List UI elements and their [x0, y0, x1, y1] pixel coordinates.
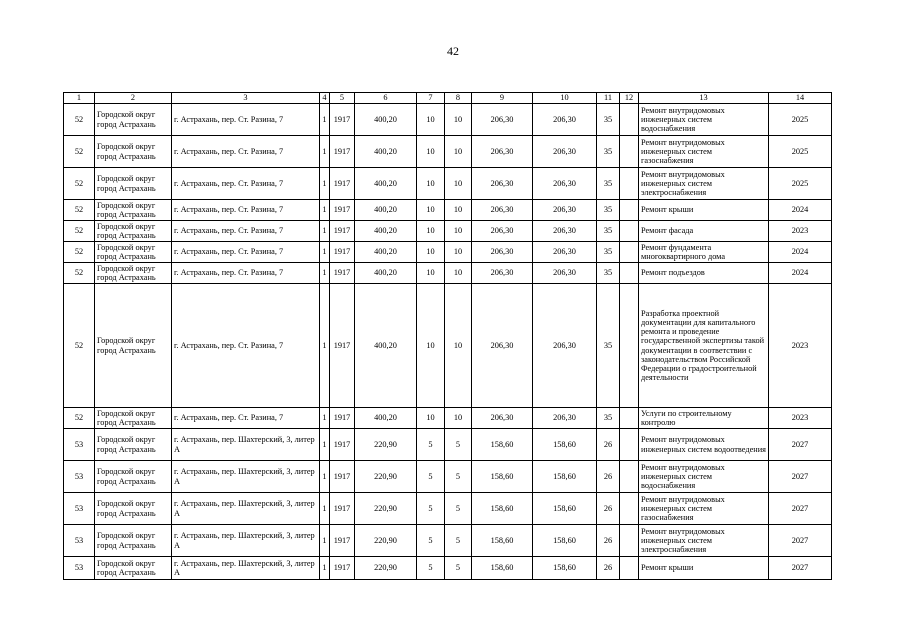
- area-residential-cell: 206,30: [472, 168, 533, 200]
- residents-cell: 26: [597, 525, 620, 557]
- area-cell: 220,90: [355, 461, 417, 493]
- municipality-cell: Городской округ город Астрахань: [95, 284, 172, 408]
- table-row: [64, 104, 832, 136]
- column-number-7: 7: [417, 93, 445, 104]
- residents-cell: 35: [597, 242, 620, 263]
- area-cell: 400,20: [355, 200, 417, 221]
- col-12-cell: [620, 429, 639, 461]
- work-type-cell: Ремонт внутридомовых инженерных систем газоснабжения: [639, 493, 769, 525]
- area-residential-cell: 158,60: [472, 557, 533, 580]
- floors-cell: 1: [320, 493, 330, 525]
- apartments-total-cell: 10: [417, 200, 445, 221]
- column-number-6: 6: [355, 93, 417, 104]
- residents-cell: 26: [597, 461, 620, 493]
- table-row: [64, 263, 832, 284]
- year-cell: 2025: [769, 104, 832, 136]
- area-cell: 400,20: [355, 263, 417, 284]
- area-cell: 400,20: [355, 104, 417, 136]
- year-cell: 2024: [769, 263, 832, 284]
- address-cell: г. Астрахань, пер. Ст. Разина, 7: [172, 168, 320, 200]
- address-cell: г. Астрахань, пер. Ст. Разина, 7: [172, 408, 320, 429]
- column-number-1: 1: [64, 93, 95, 104]
- floors-cell: 1: [320, 242, 330, 263]
- table-row: [64, 408, 832, 429]
- repair-schedule-table: [63, 92, 832, 580]
- apartments-total-cell: 5: [417, 557, 445, 580]
- build-year-cell: 1917: [330, 136, 355, 168]
- row-number-cell: 52: [64, 104, 95, 136]
- table-row: [64, 493, 832, 525]
- table-row: [64, 200, 832, 221]
- table-row: [64, 429, 832, 461]
- table-row: [64, 221, 832, 242]
- apartments-residential-cell: 5: [445, 557, 472, 580]
- year-cell: 2024: [769, 242, 832, 263]
- area-cell: 400,20: [355, 242, 417, 263]
- column-number-4: 4: [320, 93, 330, 104]
- build-year-cell: 1917: [330, 263, 355, 284]
- row-number-cell: 52: [64, 200, 95, 221]
- apartments-total-cell: 10: [417, 104, 445, 136]
- area-residential-cell: 158,60: [472, 493, 533, 525]
- address-cell: г. Астрахань, пер. Ст. Разина, 7: [172, 221, 320, 242]
- area-apartments-cell: 206,30: [533, 263, 597, 284]
- area-apartments-cell: 206,30: [533, 136, 597, 168]
- area-apartments-cell: 206,30: [533, 284, 597, 408]
- year-cell: 2027: [769, 429, 832, 461]
- municipality-cell: Городской округ город Астрахань: [95, 408, 172, 429]
- address-cell: г. Астрахань, пер. Шахтерский, 3, литер А: [172, 493, 320, 525]
- col-12-cell: [620, 557, 639, 580]
- area-cell: 400,20: [355, 284, 417, 408]
- apartments-total-cell: 10: [417, 168, 445, 200]
- area-residential-cell: 206,30: [472, 284, 533, 408]
- floors-cell: 1: [320, 284, 330, 408]
- municipality-cell: Городской округ город Астрахань: [95, 525, 172, 557]
- apartments-residential-cell: 10: [445, 242, 472, 263]
- table-row: [64, 557, 832, 580]
- build-year-cell: 1917: [330, 168, 355, 200]
- col-12-cell: [620, 242, 639, 263]
- area-apartments-cell: 158,60: [533, 461, 597, 493]
- area-residential-cell: 206,30: [472, 408, 533, 429]
- area-apartments-cell: 206,30: [533, 221, 597, 242]
- column-number-2: 2: [95, 93, 172, 104]
- build-year-cell: 1917: [330, 200, 355, 221]
- area-apartments-cell: 206,30: [533, 200, 597, 221]
- apartments-total-cell: 10: [417, 242, 445, 263]
- apartments-residential-cell: 5: [445, 429, 472, 461]
- floors-cell: 1: [320, 525, 330, 557]
- municipality-cell: Городской округ город Астрахань: [95, 221, 172, 242]
- area-residential-cell: 206,30: [472, 263, 533, 284]
- table-row: [64, 525, 832, 557]
- municipality-cell: Городской округ город Астрахань: [95, 263, 172, 284]
- residents-cell: 35: [597, 168, 620, 200]
- col-12-cell: [620, 461, 639, 493]
- row-number-cell: 52: [64, 221, 95, 242]
- table-row: [64, 284, 832, 408]
- area-cell: 400,20: [355, 136, 417, 168]
- table-row: [64, 242, 832, 263]
- work-type-cell: Ремонт внутридомовых инженерных систем электроснабжения: [639, 168, 769, 200]
- area-apartments-cell: 206,30: [533, 408, 597, 429]
- floors-cell: 1: [320, 136, 330, 168]
- address-cell: г. Астрахань, пер. Ст. Разина, 7: [172, 200, 320, 221]
- year-cell: 2023: [769, 221, 832, 242]
- page-number: 42: [447, 44, 459, 58]
- municipality-cell: Городской округ город Астрахань: [95, 104, 172, 136]
- floors-cell: 1: [320, 408, 330, 429]
- row-number-cell: 52: [64, 263, 95, 284]
- row-number-cell: 52: [64, 408, 95, 429]
- col-12-cell: [620, 263, 639, 284]
- row-number-cell: 52: [64, 168, 95, 200]
- area-residential-cell: 206,30: [472, 136, 533, 168]
- build-year-cell: 1917: [330, 525, 355, 557]
- column-number-11: 11: [597, 93, 620, 104]
- area-apartments-cell: 158,60: [533, 493, 597, 525]
- work-type-cell: Ремонт крыши: [639, 557, 769, 580]
- col-12-cell: [620, 168, 639, 200]
- row-number-cell: 53: [64, 525, 95, 557]
- work-type-cell: Ремонт внутридомовых инженерных систем водоотведения: [639, 429, 769, 461]
- column-number-13: 13: [639, 93, 769, 104]
- apartments-total-cell: 10: [417, 221, 445, 242]
- apartments-total-cell: 10: [417, 263, 445, 284]
- apartments-residential-cell: 10: [445, 284, 472, 408]
- municipality-cell: Городской округ город Астрахань: [95, 493, 172, 525]
- area-residential-cell: 158,60: [472, 429, 533, 461]
- work-type-cell: Услуги по строительному контролю: [639, 408, 769, 429]
- area-apartments-cell: 158,60: [533, 429, 597, 461]
- row-number-cell: 53: [64, 429, 95, 461]
- apartments-residential-cell: 5: [445, 461, 472, 493]
- floors-cell: 1: [320, 557, 330, 580]
- municipality-cell: Городской округ город Астрахань: [95, 461, 172, 493]
- apartments-total-cell: 10: [417, 136, 445, 168]
- row-number-cell: 52: [64, 284, 95, 408]
- build-year-cell: 1917: [330, 557, 355, 580]
- apartments-total-cell: 5: [417, 461, 445, 493]
- municipality-cell: Городской округ город Астрахань: [95, 168, 172, 200]
- build-year-cell: 1917: [330, 284, 355, 408]
- residents-cell: 35: [597, 221, 620, 242]
- address-cell: г. Астрахань, пер. Шахтерский, 3, литер А: [172, 429, 320, 461]
- col-12-cell: [620, 200, 639, 221]
- build-year-cell: 1917: [330, 221, 355, 242]
- work-type-cell: Ремонт фасада: [639, 221, 769, 242]
- work-type-cell: Ремонт внутридомовых инженерных систем водоснабжения: [639, 104, 769, 136]
- build-year-cell: 1917: [330, 104, 355, 136]
- table-row: [64, 168, 832, 200]
- work-type-cell: Ремонт внутридомовых инженерных систем электроснабжения: [639, 525, 769, 557]
- area-residential-cell: 158,60: [472, 525, 533, 557]
- residents-cell: 35: [597, 263, 620, 284]
- column-number-9: 9: [472, 93, 533, 104]
- row-number-cell: 53: [64, 557, 95, 580]
- area-cell: 220,90: [355, 557, 417, 580]
- row-number-cell: 52: [64, 242, 95, 263]
- work-type-cell: Разработка проектной документации для капитального ремонта и проведение государственной экспертизы такой документации в соответствии с законодательством Российской Федерации о градостроительной деятельности: [639, 284, 769, 408]
- work-type-cell: Ремонт внутридомовых инженерных систем водоснабжения: [639, 461, 769, 493]
- work-type-cell: Ремонт крыши: [639, 200, 769, 221]
- floors-cell: 1: [320, 263, 330, 284]
- municipality-cell: Городской округ город Астрахань: [95, 136, 172, 168]
- build-year-cell: 1917: [330, 408, 355, 429]
- apartments-residential-cell: 5: [445, 525, 472, 557]
- year-cell: 2027: [769, 461, 832, 493]
- apartments-residential-cell: 10: [445, 104, 472, 136]
- area-residential-cell: 206,30: [472, 242, 533, 263]
- residents-cell: 35: [597, 284, 620, 408]
- address-cell: г. Астрахань, пер. Шахтерский, 3, литер А: [172, 557, 320, 580]
- apartments-residential-cell: 10: [445, 221, 472, 242]
- build-year-cell: 1917: [330, 429, 355, 461]
- address-cell: г. Астрахань, пер. Шахтерский, 3, литер А: [172, 461, 320, 493]
- address-cell: г. Астрахань, пер. Ст. Разина, 7: [172, 136, 320, 168]
- residents-cell: 35: [597, 200, 620, 221]
- apartments-residential-cell: 5: [445, 493, 472, 525]
- apartments-residential-cell: 10: [445, 408, 472, 429]
- col-12-cell: [620, 136, 639, 168]
- year-cell: 2027: [769, 557, 832, 580]
- apartments-total-cell: 10: [417, 408, 445, 429]
- municipality-cell: Городской округ город Астрахань: [95, 200, 172, 221]
- area-residential-cell: 206,30: [472, 221, 533, 242]
- column-number-8: 8: [445, 93, 472, 104]
- col-12-cell: [620, 525, 639, 557]
- address-cell: г. Астрахань, пер. Ст. Разина, 7: [172, 242, 320, 263]
- area-apartments-cell: 206,30: [533, 242, 597, 263]
- address-cell: г. Астрахань, пер. Ст. Разина, 7: [172, 263, 320, 284]
- build-year-cell: 1917: [330, 493, 355, 525]
- area-apartments-cell: 206,30: [533, 168, 597, 200]
- build-year-cell: 1917: [330, 242, 355, 263]
- year-cell: 2023: [769, 408, 832, 429]
- residents-cell: 26: [597, 557, 620, 580]
- municipality-cell: Городской округ город Астрахань: [95, 557, 172, 580]
- residents-cell: 35: [597, 104, 620, 136]
- area-apartments-cell: 158,60: [533, 525, 597, 557]
- year-cell: 2027: [769, 525, 832, 557]
- municipality-cell: Городской округ город Астрахань: [95, 429, 172, 461]
- area-residential-cell: 206,30: [472, 104, 533, 136]
- row-number-cell: 53: [64, 493, 95, 525]
- apartments-residential-cell: 10: [445, 168, 472, 200]
- area-cell: 220,90: [355, 493, 417, 525]
- build-year-cell: 1917: [330, 461, 355, 493]
- year-cell: 2025: [769, 168, 832, 200]
- address-cell: г. Астрахань, пер. Шахтерский, 3, литер А: [172, 525, 320, 557]
- area-cell: 400,20: [355, 408, 417, 429]
- area-cell: 400,20: [355, 168, 417, 200]
- table-row: [64, 461, 832, 493]
- year-cell: 2024: [769, 200, 832, 221]
- col-12-cell: [620, 408, 639, 429]
- residents-cell: 35: [597, 136, 620, 168]
- address-cell: г. Астрахань, пер. Ст. Разина, 7: [172, 284, 320, 408]
- floors-cell: 1: [320, 104, 330, 136]
- area-apartments-cell: 206,30: [533, 104, 597, 136]
- row-number-cell: 53: [64, 461, 95, 493]
- col-12-cell: [620, 104, 639, 136]
- table-body: [64, 104, 832, 580]
- area-residential-cell: 206,30: [472, 200, 533, 221]
- column-number-10: 10: [533, 93, 597, 104]
- area-apartments-cell: 158,60: [533, 557, 597, 580]
- floors-cell: 1: [320, 461, 330, 493]
- column-number-3: 3: [172, 93, 320, 104]
- apartments-residential-cell: 10: [445, 136, 472, 168]
- floors-cell: 1: [320, 200, 330, 221]
- year-cell: 2023: [769, 284, 832, 408]
- table-row: [64, 136, 832, 168]
- col-12-cell: [620, 221, 639, 242]
- work-type-cell: Ремонт внутридомовых инженерных систем газоснабжения: [639, 136, 769, 168]
- column-number-12: 12: [620, 93, 639, 104]
- address-cell: г. Астрахань, пер. Ст. Разина, 7: [172, 104, 320, 136]
- apartments-total-cell: 5: [417, 493, 445, 525]
- row-number-cell: 52: [64, 136, 95, 168]
- column-number-14: 14: [769, 93, 832, 104]
- apartments-residential-cell: 10: [445, 263, 472, 284]
- apartments-residential-cell: 10: [445, 200, 472, 221]
- apartments-total-cell: 5: [417, 429, 445, 461]
- residents-cell: 26: [597, 429, 620, 461]
- residents-cell: 35: [597, 408, 620, 429]
- area-residential-cell: 158,60: [472, 461, 533, 493]
- residents-cell: 26: [597, 493, 620, 525]
- area-cell: 220,90: [355, 429, 417, 461]
- floors-cell: 1: [320, 168, 330, 200]
- col-12-cell: [620, 284, 639, 408]
- floors-cell: 1: [320, 429, 330, 461]
- apartments-total-cell: 5: [417, 525, 445, 557]
- work-type-cell: Ремонт подъездов: [639, 263, 769, 284]
- area-cell: 220,90: [355, 525, 417, 557]
- floors-cell: 1: [320, 221, 330, 242]
- year-cell: 2027: [769, 493, 832, 525]
- col-12-cell: [620, 493, 639, 525]
- column-number-row: [64, 93, 832, 104]
- work-type-cell: Ремонт фундамента многоквартирного дома: [639, 242, 769, 263]
- area-cell: 400,20: [355, 221, 417, 242]
- year-cell: 2025: [769, 136, 832, 168]
- column-number-5: 5: [330, 93, 355, 104]
- apartments-total-cell: 10: [417, 284, 445, 408]
- municipality-cell: Городской округ город Астрахань: [95, 242, 172, 263]
